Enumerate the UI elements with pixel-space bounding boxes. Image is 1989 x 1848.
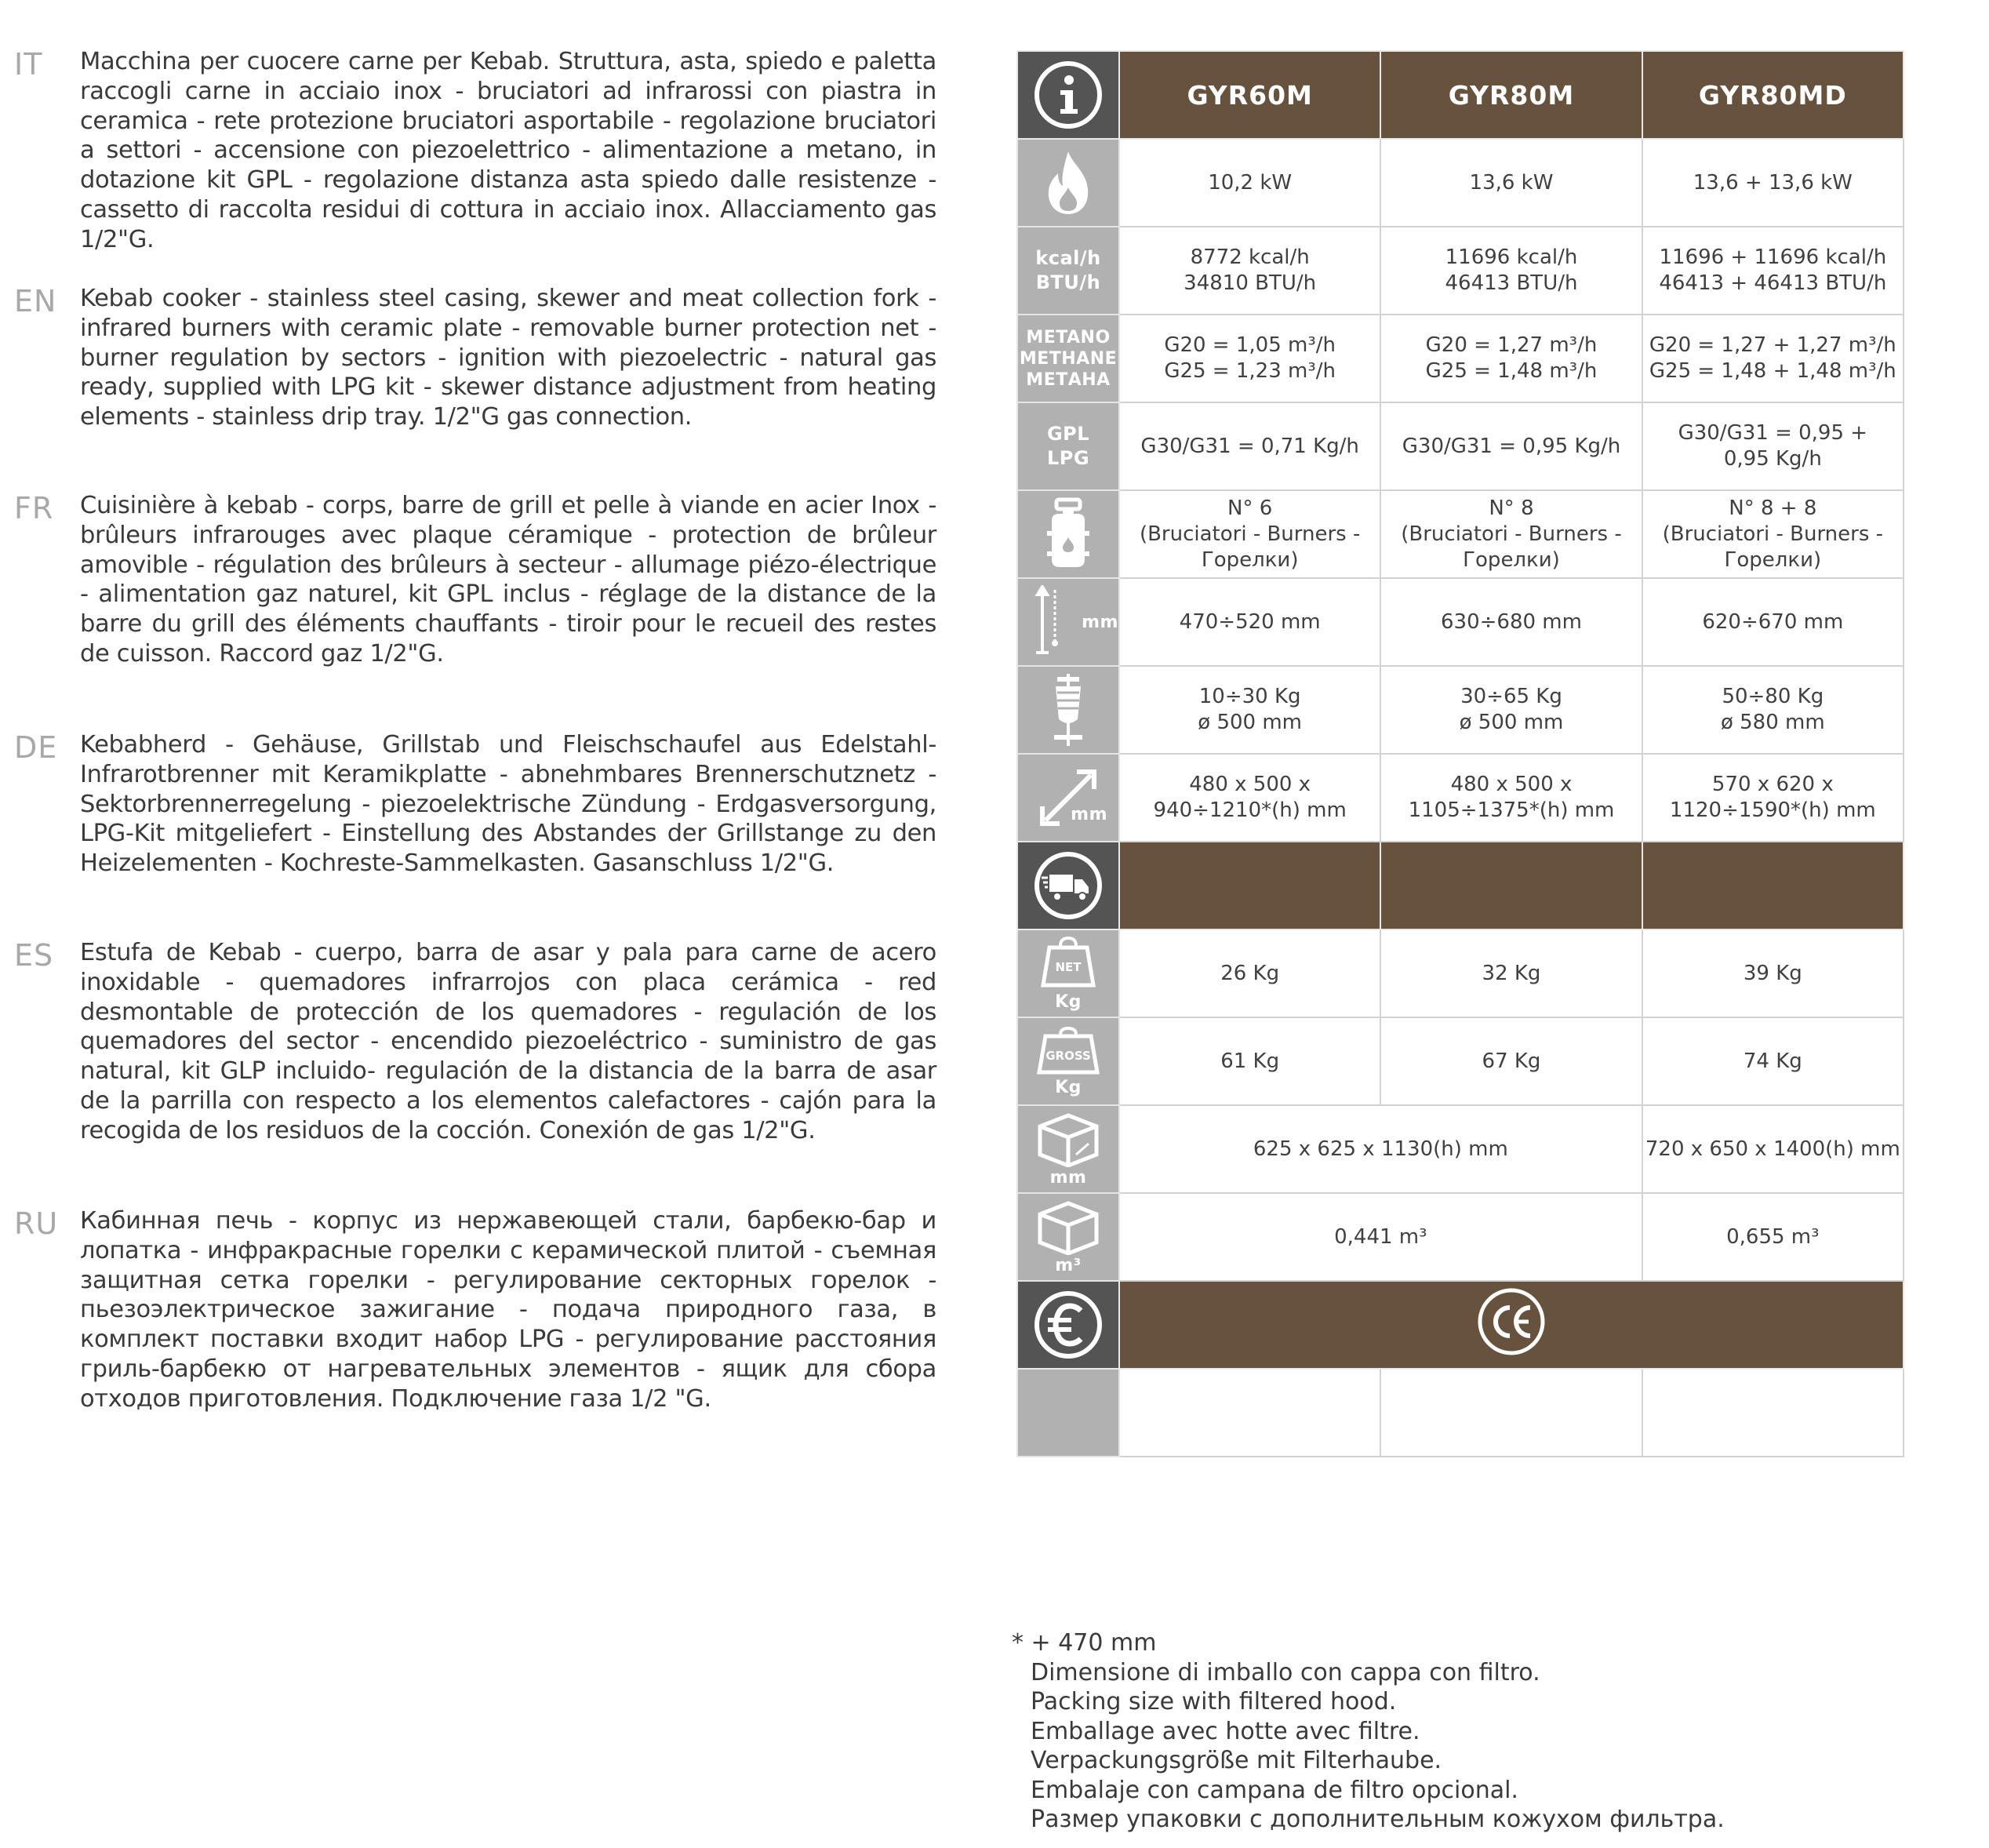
shipping-band-cell (1119, 842, 1380, 929)
burner-count: N° 8 (1489, 496, 1534, 520)
dimensions-icon-cell (1017, 754, 1119, 842)
footnote-line: Verpackungsgröße mit Filterhaube. (1031, 1747, 1442, 1774)
btu-value: 46413 + 46413 BTU/h (1659, 271, 1887, 295)
burners-value (1380, 490, 1642, 578)
price-value (1380, 1369, 1642, 1457)
shipping-icon-cell (1017, 842, 1119, 929)
volume-icon-cell (1017, 1193, 1119, 1281)
info-icon (1032, 59, 1104, 131)
footnote-line: Packing size with filtered hood. (1031, 1688, 1397, 1715)
language-code: FR (14, 491, 54, 526)
heat-output-value (1642, 227, 1904, 315)
model-header: GYR80M (1380, 51, 1642, 139)
volume-unit: m³ (1055, 1255, 1082, 1275)
burners-value (1119, 490, 1380, 578)
lpg-label: LPG (1046, 447, 1090, 469)
gross-weight-icon-cell (1017, 1017, 1119, 1105)
description-text: Kebab cooker - stainless steel casing, skewer and meat collection fork - infrared burners with ceramic plate - removable burner protection net - burner regulation by sectors - ignition with piezoelectric - natural gas ready, supplied with LPG kit - skewer distance adjustment from heating elements - stainless drip tray. 1/2"G gas connection. (80, 285, 936, 431)
language-code: DE (14, 730, 58, 765)
meat-capacity-value (1642, 666, 1904, 754)
burner-count: N° 6 (1227, 496, 1273, 520)
dimensions-line: 480 x 500 x (1450, 773, 1573, 796)
packing-unit: mm (1049, 1167, 1087, 1188)
btu-value: 34810 BTU/h (1184, 271, 1317, 295)
height-unit: mm (1082, 612, 1118, 632)
price-value (1119, 1369, 1380, 1457)
gross-weight-value: 67 Kg (1380, 1017, 1642, 1105)
delivery-truck-icon (1032, 849, 1104, 922)
gross-weight-value: 74 Kg (1642, 1017, 1904, 1105)
description-text: Кабинная печь - корпус из нержавеющей стали, барбекю-бар и лопатка - инфракрасные горелки с керамической плитой - съемная защитная сетка горелки - регулирование секторных горелок - пьезоэлектрическое зажигание - подача природного газа, в комплект поставки входит набор LPG - регулирование расстояния гриль-барбекю от нагревательных элементов - ящик для сбора отходов приготовления. Подключение газа 1/2 "G. (80, 1207, 936, 1413)
box-volume-icon (1035, 1199, 1101, 1255)
gross-weight-row (1017, 1017, 1904, 1105)
methane-row (1017, 315, 1904, 402)
info-icon-cell (1017, 51, 1119, 139)
volume-row (1017, 1193, 1904, 1281)
dimensions-value (1642, 754, 1904, 842)
meat-capacity-value (1119, 666, 1380, 754)
methane-value (1380, 315, 1642, 402)
heat-output-value (1380, 227, 1642, 315)
height-arrow-icon (1033, 585, 1064, 659)
dimensions-line: 940÷1210*(h) mm (1153, 798, 1347, 822)
meat-capacity-row (1017, 666, 1904, 754)
meat-weight: 10÷30 Kg (1198, 685, 1301, 708)
kebab-skewer-icon (1045, 672, 1092, 748)
lpg-label-cell (1017, 402, 1119, 490)
power-value: 13,6 kW (1380, 139, 1642, 227)
dimensions-line: 1120÷1590*(h) mm (1669, 798, 1876, 822)
description-text: Estufa de Kebab - cuerpo, barra de asar y pala para carne de acero inoxidable - quemadores infrarrojos con placa cerámica - red desmontable de protección de los quemadores - regulación de los quemadores del sector - encendido piezoeléctrico - suministro de gas natural, kit GLP incluido- regulación de la distancia de la barra de asar de la parrilla con respecto a los elementos calefactores - cajón para la recogida de los residuos de la cocción. Conexión de gas 1/2"G. (80, 939, 936, 1144)
price-band-row (1017, 1281, 1904, 1369)
dimensions-line: 1105÷1375*(h) mm (1408, 798, 1615, 822)
power-value: 13,6 + 13,6 kW (1642, 139, 1904, 227)
footnote-line: Emballage avec hotte avec filtre. (1031, 1717, 1420, 1745)
spec-table (1016, 50, 1904, 1457)
g20-value: G20 = 1,05 m³/h (1164, 333, 1336, 357)
height-value: 470÷520 mm (1119, 578, 1380, 666)
dimensions-value (1119, 754, 1380, 842)
model-header: GYR80MD (1642, 51, 1904, 139)
gross-label: GROSS (1045, 1048, 1091, 1063)
meat-diameter: ø 580 mm (1720, 711, 1825, 734)
burner-label: Горелки) (1724, 547, 1822, 572)
dimensions-unit: mm (1071, 805, 1107, 824)
burner-label: (Bruciatori - Burners - (1401, 522, 1622, 546)
heat-output-row (1017, 227, 1904, 315)
dimensions-line: 570 x 620 x (1711, 773, 1834, 796)
net-weight-row (1017, 929, 1904, 1017)
packing-size-value: 720 x 650 x 1400(h) mm (1642, 1105, 1904, 1193)
methane-label-cell (1017, 315, 1119, 402)
net-weight-value: 32 Kg (1380, 929, 1642, 1017)
methane-label: METANO (1026, 327, 1111, 347)
burner-label: (Bruciatori - Burners - (1662, 522, 1884, 546)
lpg-value: G30/G31 = 0,95 Kg/h (1380, 402, 1642, 490)
kcal-label-cell (1017, 227, 1119, 315)
language-code: EN (14, 284, 57, 318)
methane-label: METHANE (1019, 348, 1118, 369)
burner-count: N° 8 + 8 (1729, 496, 1817, 520)
lpg-row (1017, 402, 1904, 490)
ce-mark-icon (1475, 1286, 1547, 1358)
footnote (1012, 1628, 1953, 1835)
methane-label: МЕТАНА (1026, 369, 1111, 390)
description-text: Kebabherd - Gehäuse, Grillstab und Fleischschaufel aus Edelstahl-Infrarotbrenner mit Keramikplatte - abnehmbares Brennerschutznetz - Sektorbrennerregelung - piezoelektrische Zündung - Erdgasversorgung, LPG-Kit mitgeliefert - Einstellung des Abstandes der Grillstange zu den Heizelementen - Kochreste-Sammelkasten. Gasanschluss 1/2"G. (80, 731, 936, 878)
btu-value: 46413 BTU/h (1445, 271, 1578, 295)
meat-weight: 50÷80 Kg (1722, 685, 1824, 708)
footnote-line: Embalaje con campana de filtro opcional. (1031, 1776, 1518, 1804)
price-icon-cell (1017, 1281, 1119, 1369)
product-descriptions (0, 0, 965, 1569)
price-row (1017, 1369, 1904, 1457)
height-value: 620÷670 mm (1642, 578, 1904, 666)
language-code: RU (14, 1206, 59, 1241)
flame-icon (1041, 148, 1096, 217)
packing-size-value: 625 x 625 x 1130(h) mm (1119, 1105, 1642, 1193)
footnote-line: Размер упаковки с дополнительным кожухом фильтра. (1031, 1806, 1725, 1833)
dimensions-value (1380, 754, 1642, 842)
g20-value: G20 = 1,27 m³/h (1425, 333, 1598, 357)
net-weight-value: 26 Kg (1119, 929, 1380, 1017)
language-code: IT (14, 47, 43, 82)
net-weight-icon (1038, 935, 1098, 991)
burners-value (1642, 490, 1904, 578)
methane-value (1642, 315, 1904, 402)
footnote-head: * + 470 mm (1012, 1629, 1157, 1657)
kcal-value: 11696 kcal/h (1445, 246, 1578, 269)
volume-value: 0,655 m³ (1642, 1193, 1904, 1281)
net-unit: Kg (1055, 991, 1082, 1012)
table-header-row (1017, 51, 1904, 139)
description-text: Macchina per cuocere carne per Kebab. Struttura, asta, spiedo e paletta raccogli carne in acciaio inox - bruciatori ad infrarossi con piastra in ceramica - rete protezione bruciatori asportabile - regolazione bruciatori a settori - accensione con piezoelettrico - alimentazione a metano, in dotazione kit GPL - regolazione distanza asta spiedo dalle resistenze - cassetto di raccolta residui di cottura in acciaio inox. Allacciamento gas 1/2"G. (80, 48, 936, 253)
skewer-height-row (1017, 578, 1904, 666)
g20-value: G20 = 1,27 + 1,27 m³/h (1649, 333, 1896, 357)
packing-size-row (1017, 1105, 1904, 1193)
price-value (1642, 1369, 1904, 1457)
meat-icon-cell (1017, 666, 1119, 754)
meat-diameter: ø 500 mm (1459, 711, 1564, 734)
kcal-label: kcal/h (1035, 247, 1101, 269)
net-weight-icon-cell (1017, 929, 1119, 1017)
height-value: 630÷680 mm (1380, 578, 1642, 666)
methane-value (1119, 315, 1380, 402)
dimensions-line: 480 x 500 x (1189, 773, 1311, 796)
power-icon-cell (1017, 139, 1119, 227)
packing-icon-cell (1017, 1105, 1119, 1193)
shipping-band-cell (1642, 842, 1904, 929)
meat-capacity-value (1380, 666, 1642, 754)
burner-label: (Bruciatori - Burners - (1139, 522, 1361, 546)
net-label: NET (1055, 959, 1082, 974)
footnote-line: Dimensione di imballo con cappa con filtro. (1031, 1658, 1540, 1686)
btu-label: BTU/h (1035, 271, 1101, 293)
kcal-value: 11696 + 11696 kcal/h (1659, 246, 1887, 269)
burners-row (1017, 490, 1904, 578)
gross-unit: Kg (1055, 1077, 1082, 1097)
dimensions-row (1017, 754, 1904, 842)
language-code: ES (14, 938, 54, 973)
g25-value: G25 = 1,23 m³/h (1164, 359, 1336, 383)
power-value: 10,2 kW (1119, 139, 1380, 227)
g25-value: G25 = 1,48 + 1,48 m³/h (1649, 359, 1896, 383)
gas-cylinder-icon (1041, 497, 1096, 572)
price-label-cell (1017, 1369, 1119, 1457)
kcal-value: 8772 kcal/h (1190, 246, 1310, 269)
height-icon-cell (1017, 578, 1119, 666)
lpg-value: G30/G31 = 0,95 + 0,95 Kg/h (1642, 402, 1904, 490)
burner-label: Горелки) (1463, 547, 1560, 572)
shipping-band-cell (1380, 842, 1642, 929)
box-dimensions-icon (1035, 1111, 1101, 1167)
burner-label: Горелки) (1201, 547, 1299, 572)
g25-value: G25 = 1,48 m³/h (1425, 359, 1598, 383)
burners-icon-cell (1017, 490, 1119, 578)
ce-mark-cell (1119, 1281, 1904, 1369)
description-text: Cuisinière à kebab - corps, barre de grill et pelle à viande en acier Inox - brûleurs infrarouges avec plaque céramique - protection de brûleur amovible - régulation des brûleurs à secteur - allumage piézo-électrique - alimentation gaz naturel, kit GPL inclus - réglage de la distance de la barre du grill des éléments chauffants - tiroir pour le recueil des restes de cuisson. Raccord gaz 1/2"G. (80, 492, 936, 668)
meat-diameter: ø 500 mm (1198, 711, 1303, 734)
net-weight-value: 39 Kg (1642, 929, 1904, 1017)
volume-value: 0,441 m³ (1119, 1193, 1642, 1281)
model-header: GYR60M (1119, 51, 1380, 139)
euro-icon (1032, 1289, 1104, 1361)
meat-weight: 30÷65 Kg (1460, 685, 1562, 708)
lpg-label: GPL (1046, 423, 1090, 445)
power-row (1017, 139, 1904, 227)
gross-weight-value: 61 Kg (1119, 1017, 1380, 1105)
lpg-value: G30/G31 = 0,71 Kg/h (1119, 402, 1380, 490)
gross-weight-icon (1034, 1025, 1102, 1077)
shipping-band-row (1017, 842, 1904, 929)
heat-output-value (1119, 227, 1380, 315)
